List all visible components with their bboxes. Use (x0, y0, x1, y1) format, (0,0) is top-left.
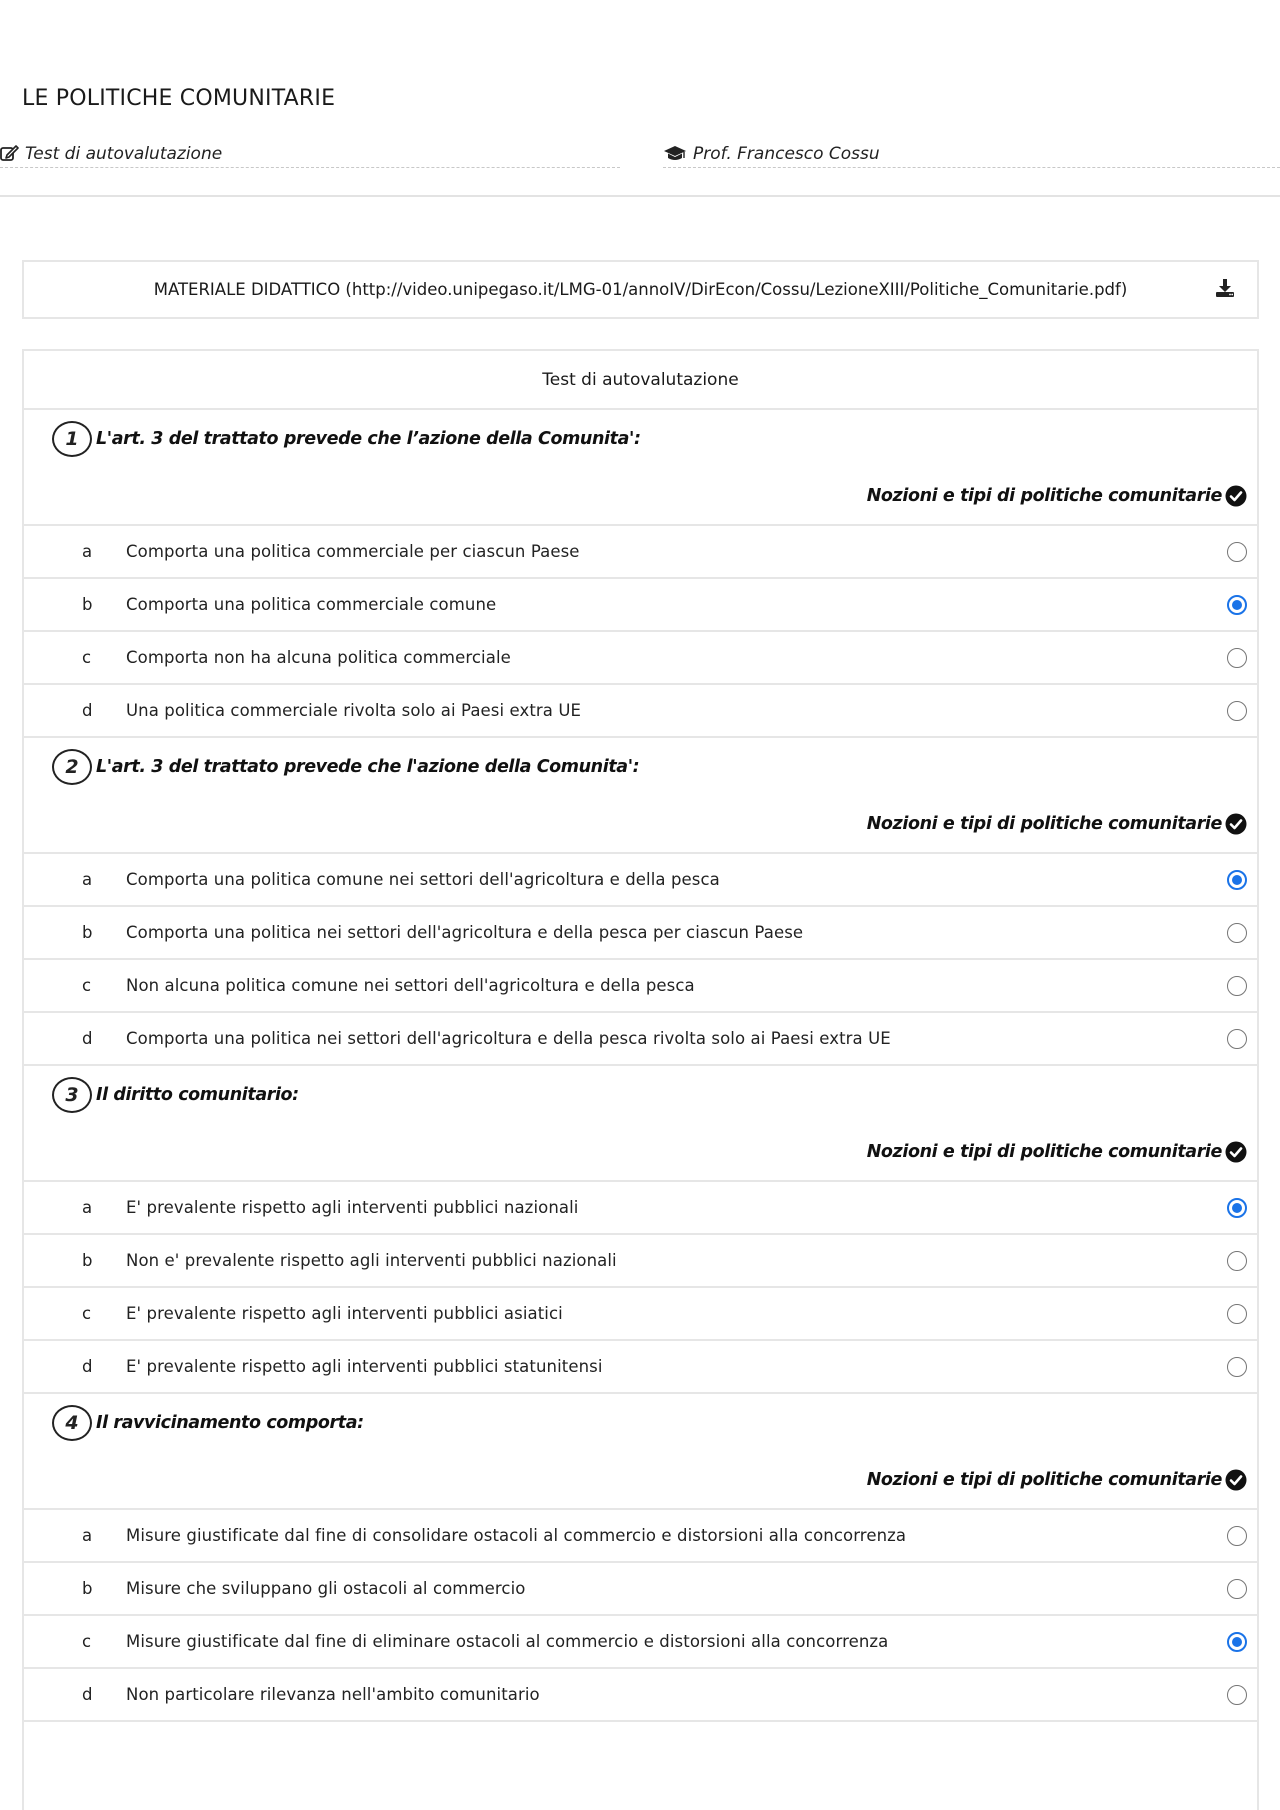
check-circle-icon (1222, 485, 1247, 507)
topic-label: Nozioni e tipi di politiche comunitarie (866, 1141, 1222, 1162)
question-text: Il diritto comunitario: (96, 1084, 299, 1105)
option-radio[interactable] (1227, 1251, 1247, 1271)
question-number: 3 (52, 1077, 92, 1113)
question-block (24, 738, 1257, 1066)
option-radio[interactable] (1227, 976, 1247, 996)
question-text: L'art. 3 del trattato prevede che l'azione della Comunita': (96, 756, 640, 777)
option-letter: b (82, 923, 93, 942)
option-letter: c (82, 1632, 92, 1651)
question-topic (24, 795, 1257, 854)
answer-option[interactable] (24, 1288, 1257, 1341)
answer-option[interactable] (24, 1510, 1257, 1563)
option-radio[interactable] (1227, 1579, 1247, 1599)
material-bar (22, 260, 1259, 319)
quiz-panel (22, 349, 1259, 1810)
test-type-label (0, 140, 620, 168)
question-block (24, 1394, 1257, 1722)
answer-option[interactable] (24, 854, 1257, 907)
option-radio[interactable] (1227, 1304, 1247, 1324)
question-header (24, 1066, 1257, 1123)
option-letter: c (82, 648, 92, 667)
option-letter: d (82, 1357, 93, 1376)
option-radio[interactable] (1227, 1526, 1247, 1546)
download-icon[interactable] (1215, 278, 1235, 302)
answer-option[interactable] (24, 1669, 1257, 1722)
answer-option[interactable] (24, 907, 1257, 960)
answer-option[interactable] (24, 1013, 1257, 1066)
option-letter: c (82, 976, 92, 995)
option-letter: a (82, 1526, 93, 1545)
check-circle-icon (1222, 813, 1247, 835)
option-radio[interactable] (1227, 1029, 1247, 1049)
question-text: L'art. 3 del trattato prevede che l’azione della Comunita': (96, 428, 641, 449)
topic-label: Nozioni e tipi di politiche comunitarie (866, 1469, 1222, 1490)
answer-option[interactable] (24, 685, 1257, 738)
test-type-text: Test di autovalutazione (25, 143, 223, 164)
question-topic (24, 467, 1257, 526)
option-text: Comporta una politica commerciale comune (126, 595, 497, 614)
answer-option[interactable] (24, 1235, 1257, 1288)
option-text: E' prevalente rispetto agli interventi pubblici asiatici (126, 1304, 563, 1323)
option-letter: a (82, 870, 93, 889)
question-topic (24, 1451, 1257, 1510)
question-number: 1 (52, 421, 92, 457)
divider (0, 195, 1280, 197)
topic-label: Nozioni e tipi di politiche comunitarie (866, 485, 1222, 506)
question-number: 2 (52, 749, 92, 785)
meta-row (0, 140, 1280, 168)
option-text: Una politica commerciale rivolta solo ai Paesi extra UE (126, 701, 582, 720)
option-text: E' prevalente rispetto agli interventi pubblici statunitensi (126, 1357, 603, 1376)
question-topic (24, 1123, 1257, 1182)
answer-option[interactable] (24, 579, 1257, 632)
option-letter: c (82, 1304, 92, 1323)
edit-icon (0, 145, 19, 162)
option-radio[interactable] (1227, 595, 1247, 615)
question-header (24, 738, 1257, 795)
option-radio[interactable] (1227, 1632, 1247, 1652)
option-radio[interactable] (1227, 542, 1247, 562)
option-text: Misure giustificate dal fine di consolidare ostacoli al commercio e distorsioni alla concorrenza (126, 1526, 907, 1545)
topic-label: Nozioni e tipi di politiche comunitarie (866, 813, 1222, 834)
question-header (24, 1394, 1257, 1451)
check-circle-icon (1222, 1469, 1247, 1491)
answer-option[interactable] (24, 1182, 1257, 1235)
quiz-header: Test di autovalutazione (24, 351, 1257, 410)
question-number: 4 (52, 1405, 92, 1441)
option-text: Misure che sviluppano gli ostacoli al commercio (126, 1579, 526, 1598)
option-text: Misure giustificate dal fine di eliminare ostacoli al commercio e distorsioni alla concorrenza (126, 1632, 889, 1651)
answer-option[interactable] (24, 1616, 1257, 1669)
option-text: Comporta una politica comune nei settori dell'agricoltura e della pesca (126, 870, 720, 889)
option-radio[interactable] (1227, 1198, 1247, 1218)
option-text: E' prevalente rispetto agli interventi pubblici nazionali (126, 1198, 579, 1217)
answer-option[interactable] (24, 960, 1257, 1013)
option-text: Non e' prevalente rispetto agli interventi pubblici nazionali (126, 1251, 617, 1270)
option-radio[interactable] (1227, 1357, 1247, 1377)
answer-option[interactable] (24, 1563, 1257, 1616)
option-radio[interactable] (1227, 1685, 1247, 1705)
question-block (24, 410, 1257, 738)
questions-list (24, 410, 1257, 1722)
material-link[interactable]: MATERIALE DIDATTICO (http://video.unipegaso.it/LMG-01/annoIV/DirEcon/Cossu/LezioneXIII/Politiche_Comunitarie.pdf) (153, 280, 1128, 299)
option-text: Non alcuna politica comune nei settori dell'agricoltura e della pesca (126, 976, 695, 995)
answer-option[interactable] (24, 632, 1257, 685)
option-letter: d (82, 701, 93, 720)
option-letter: a (82, 1198, 93, 1217)
option-radio[interactable] (1227, 701, 1247, 721)
question-text: Il ravvicinamento comporta: (96, 1412, 364, 1433)
option-radio[interactable] (1227, 923, 1247, 943)
question-header (24, 410, 1257, 467)
check-circle-icon (1222, 1141, 1247, 1163)
option-letter: b (82, 595, 93, 614)
option-letter: b (82, 1251, 93, 1270)
professor-name: Prof. Francesco Cossu (693, 143, 880, 164)
answer-option[interactable] (24, 526, 1257, 579)
option-radio[interactable] (1227, 648, 1247, 668)
option-text: Non particolare rilevanza nell'ambito comunitario (126, 1685, 540, 1704)
option-text: Comporta una politica commerciale per ciascun Paese (126, 542, 580, 561)
option-radio[interactable] (1227, 870, 1247, 890)
answer-option[interactable] (24, 1341, 1257, 1394)
professor-label (663, 140, 1280, 168)
option-text: Comporta non ha alcuna politica commerciale (126, 648, 511, 667)
graduation-cap-icon (663, 145, 687, 162)
option-letter: d (82, 1029, 93, 1048)
option-letter: b (82, 1579, 93, 1598)
question-block (24, 1066, 1257, 1394)
option-text: Comporta una politica nei settori dell'agricoltura e della pesca rivolta solo ai Paesi extra UE (126, 1029, 891, 1048)
option-letter: a (82, 542, 93, 561)
option-letter: d (82, 1685, 93, 1704)
option-text: Comporta una politica nei settori dell'agricoltura e della pesca per ciascun Paese (126, 923, 804, 942)
page-title: LE POLITICHE COMUNITARIE (22, 86, 336, 111)
